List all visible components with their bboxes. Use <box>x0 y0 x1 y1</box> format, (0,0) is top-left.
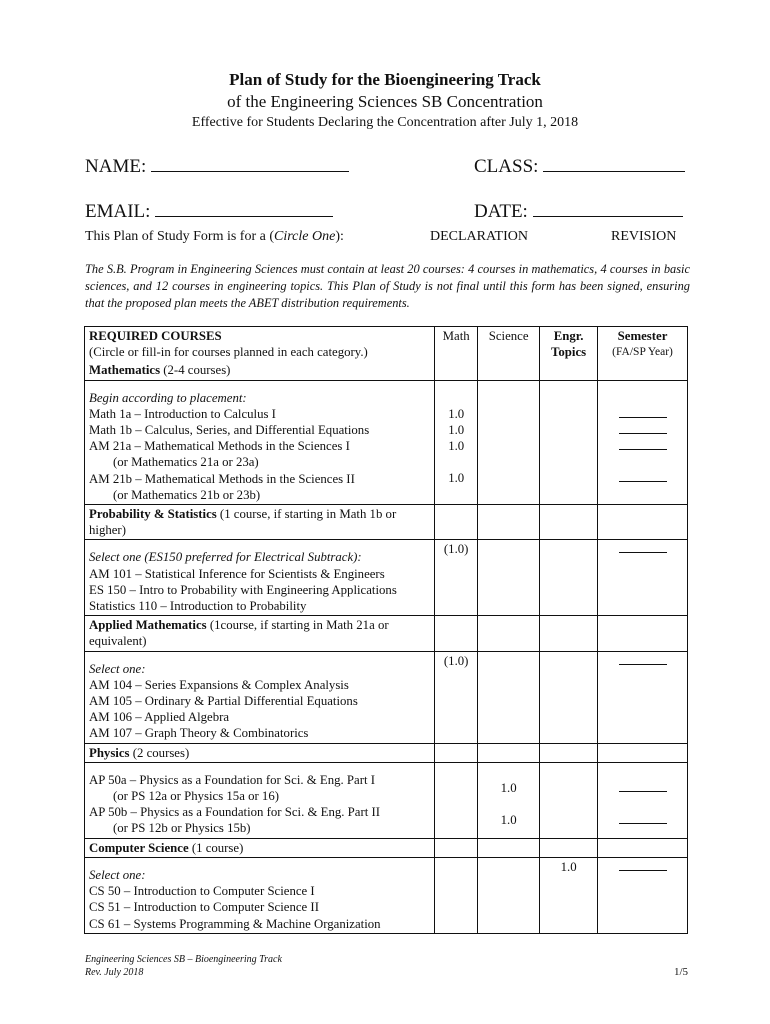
math-course-list: Begin according to placement: Math 1a – Introduction to Calculus I Math 1b – Calculus, Series, and Differential Equations AM 21a – Mathematical Methods in the Sciences I (or Mathematics 21a or 23a) AM 21b – Mathematical Methods in the Sciences II (or Mathematics 21b or 23b) <box>85 380 435 504</box>
semester-blank[interactable] <box>619 780 667 792</box>
name-label: NAME: <box>85 156 147 177</box>
option-revision[interactable]: REVISION <box>611 229 677 244</box>
am-semester <box>598 651 688 743</box>
list-item[interactable]: AM 21a – Mathematical Methods in the Sciences I <box>89 439 350 454</box>
date-input-line[interactable] <box>533 198 683 217</box>
email-label: EMAIL: <box>85 201 151 222</box>
date-field <box>474 198 683 223</box>
semester-blank[interactable] <box>619 406 667 418</box>
am-section-label-row <box>85 616 688 651</box>
col-math-header: Math <box>435 327 478 381</box>
col-engr-header: Engr. Topics <box>540 327 598 381</box>
list-item[interactable]: CS 61 – Systems Programming & Machine Organization <box>89 916 381 931</box>
section-probability-statistics: Probability & Statistics (1 course, if starting in Math 1b or higher) <box>85 505 435 540</box>
table-header-row <box>85 327 688 362</box>
document-subtitle: of the Engineering Sciences SB Concentration <box>227 92 543 111</box>
am-credit: (1.0) <box>435 651 478 743</box>
phys-courses-row <box>85 762 688 838</box>
list-item[interactable]: AM 107 – Graph Theory & Combinatorics <box>89 726 309 741</box>
semester-blank[interactable] <box>619 653 667 665</box>
phys-section-label-row <box>85 743 688 762</box>
list-item: (or PS 12a or Physics 15a or 16) <box>113 789 279 804</box>
phys-semester-blanks <box>598 762 688 838</box>
prob-semester <box>598 540 688 616</box>
semester-blank[interactable] <box>619 812 667 824</box>
list-item: (or PS 12b or Physics 15b) <box>113 821 251 836</box>
prob-section-label-row <box>85 505 688 540</box>
email-input-line[interactable] <box>155 198 333 217</box>
list-item: (or Mathematics 21b or 23b) <box>113 487 261 502</box>
list-item[interactable]: Statistics 110 – Introduction to Probability <box>89 599 307 614</box>
list-item[interactable]: AP 50b – Physics as a Foundation for Sci. & Eng. Part II <box>89 805 380 820</box>
prob-courses-row <box>85 540 688 616</box>
cs-credit: 1.0 <box>540 857 598 933</box>
list-item[interactable]: AM 104 – Series Expansions & Complex Analysis <box>89 677 349 692</box>
semester-blank[interactable] <box>619 438 667 450</box>
name-input-line[interactable] <box>151 153 349 172</box>
email-field <box>85 198 333 223</box>
math-courses-row <box>85 380 688 504</box>
intro-paragraph: The S.B. Program in Engineering Sciences must contain at least 20 courses: 4 courses in mathematics, 4 courses in basic sciences, and 12 courses in engineering topics. This Plan of Study is not final until this form has been signed, ensuring that the proposed plan meets the ABET distribution requirements. <box>85 262 690 310</box>
cs-semester <box>598 857 688 933</box>
math-semester-blanks <box>598 380 688 504</box>
list-item[interactable]: AM 21b – Mathematical Methods in the Sciences II <box>89 471 355 486</box>
cs-courses-row <box>85 857 688 933</box>
list-item[interactable]: CS 50 – Introduction to Computer Science I <box>89 884 315 899</box>
list-item[interactable]: Math 1a – Introduction to Calculus I <box>89 406 276 421</box>
required-courses-header: REQUIRED COURSES (Circle or fill-in for courses planned in each category.) <box>85 327 435 362</box>
col-science-header: Science <box>478 327 540 381</box>
prob-course-list: Select one (ES150 preferred for Electrical Subtrack): AM 101 – Statistical Inference for Scientists & Engineers ES 150 – Intro to Probability with Engineering Applications Statistics 110 – Introduction to Probability <box>85 540 435 616</box>
list-item[interactable]: AM 106 – Applied Algebra <box>89 710 230 725</box>
semester-blank[interactable] <box>619 541 667 553</box>
class-input-line[interactable] <box>543 153 685 172</box>
class-label: CLASS: <box>474 156 539 177</box>
required-courses-table <box>84 326 688 934</box>
col-semester-header: Semester (FA/SP Year) <box>598 327 688 381</box>
date-label: DATE: <box>474 201 528 222</box>
list-item[interactable]: AP 50a – Physics as a Foundation for Sci. & Eng. Part I <box>89 772 376 787</box>
am-courses-row <box>85 651 688 743</box>
semester-blank[interactable] <box>619 422 667 434</box>
effective-note: Effective for Students Declaring the Concentration after July 1, 2018 <box>191 115 579 130</box>
phys-course-list <box>85 762 435 838</box>
list-item[interactable]: AM 105 – Ordinary & Partial Differential Equations <box>89 694 358 709</box>
list-item: (or Mathematics 21a or 23a) <box>113 455 259 470</box>
math-credits: 1.0 1.0 1.0 1.0 <box>435 380 478 504</box>
list-item[interactable]: ES 150 – Intro to Probability with Engineering Applications <box>89 582 397 597</box>
cs-course-list: Select one: CS 50 – Introduction to Computer Science I CS 51 – Introduction to Computer Science II CS 61 – Systems Programming & Machine Organization <box>85 857 435 933</box>
section-applied-mathematics: Applied Mathematics (1course, if starting in Math 21a or equivalent) <box>85 616 435 651</box>
footer-left: Engineering Sciences SB – Bioengineering Track Rev. July 2018 <box>85 954 282 978</box>
section-computer-science: Computer Science (1 course) <box>85 838 435 857</box>
am-course-list: Select one: AM 104 – Series Expansions & Complex Analysis AM 105 – Ordinary & Partial Differential Equations AM 106 – Applied Algebra AM 107 – Graph Theory & Combinatorics <box>85 651 435 743</box>
list-item[interactable]: AM 101 – Statistical Inference for Scientists & Engineers <box>89 566 385 581</box>
semester-blank[interactable] <box>619 470 667 482</box>
option-declaration[interactable]: DECLARATION <box>430 229 528 244</box>
cs-section-label-row <box>85 838 688 857</box>
section-mathematics: Mathematics (2-4 courses) <box>85 361 435 380</box>
document-title: Plan of Study for the Bioengineering Track <box>229 70 541 89</box>
section-physics: Physics (2 courses) <box>85 743 435 762</box>
list-item[interactable]: Math 1b – Calculus, Series, and Differential Equations <box>89 423 370 438</box>
semester-blank[interactable] <box>619 859 667 871</box>
class-field <box>474 153 685 178</box>
circle-one-prompt: This Plan of Study Form is for a (Circle One): <box>85 229 344 244</box>
name-field <box>85 153 349 178</box>
prob-credit: (1.0) <box>435 540 478 616</box>
page-number: 1/5 <box>673 966 688 978</box>
list-item[interactable]: CS 51 – Introduction to Computer Science II <box>89 900 319 915</box>
phys-credits: 1.0 1.0 <box>478 762 540 838</box>
